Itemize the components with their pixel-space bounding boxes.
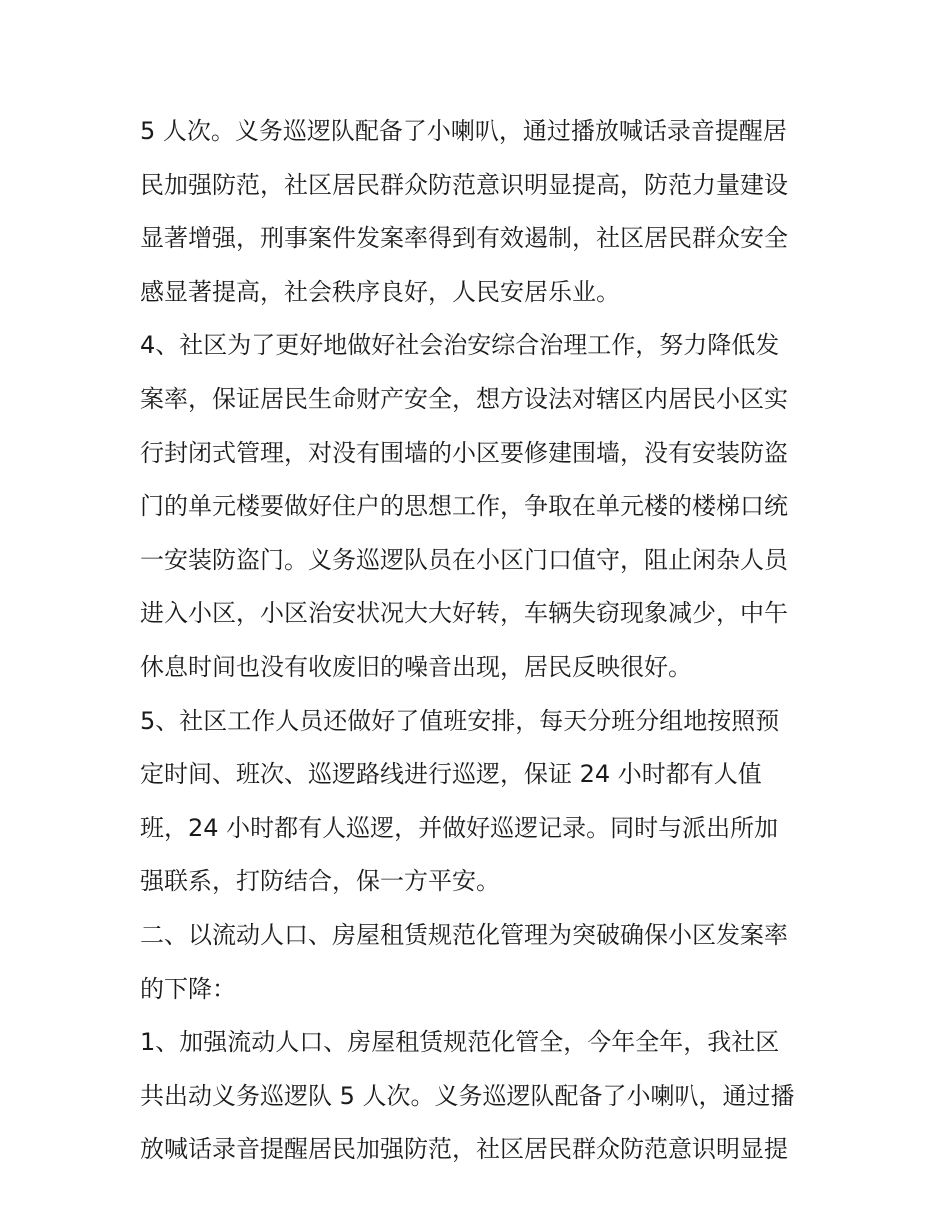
text-line-7: 行封闭式管理，对没有围墙的小区要修建围墙，没有安装防盗 xyxy=(140,438,788,467)
text-line-9: 一安装防盗门。义务巡逻队员在小区门口值守，阻止闲杂人员 xyxy=(140,545,788,574)
text-line-10: 进入小区，小区治安状况大大好转，车辆失窃现象减少，中午 xyxy=(140,599,788,628)
text-line-17: 的下降： xyxy=(140,974,236,1003)
text-line-6: 案率，保证居民生命财产安全，想方设法对辖区内居民小区实 xyxy=(140,384,788,413)
text-line-20: 放喊话录音提醒居民加强防范，社区居民群众防范意识明显提 xyxy=(140,1135,788,1164)
text-line-8: 门的单元楼要做好住户的思想工作，争取在单元楼的楼梯口统 xyxy=(140,492,788,521)
text-line-16: 二、以流动人口、房屋租赁规范化管理为突破确保小区发案率 xyxy=(140,920,788,949)
text-line-1: 5 人次。义务巡逻队配备了小喇叭，通过播放喊话录音提醒居 xyxy=(140,117,787,145)
text-line-19: 共出动义务巡逻队 5 人次。义务巡逻队配备了小喇叭，通过播 xyxy=(140,1081,795,1110)
text-line-15: 强联系，打防结合，保一方平安。 xyxy=(140,867,500,896)
text-line-3: 显著增强，刑事案件发案率得到有效遏制，社区居民群众安全 xyxy=(140,224,788,253)
text-line-4: 感显著提高，社会秩序良好，人民安居乐业。 xyxy=(140,277,620,306)
body-text xyxy=(140,105,830,1177)
text-line-14: 班，24 小时都有人巡逻，并做好巡逻记录。同时与派出所加 xyxy=(140,813,779,842)
text-line-5: 4、社区为了更好地做好社会治安综合治理工作，努力降低发 xyxy=(140,331,780,360)
text-line-13: 定时间、班次、巡逻路线进行巡逻，保证 24 小时都有人值 xyxy=(140,760,762,789)
text-line-2: 民加强防范，社区居民群众防范意识明显提高，防范力量建设 xyxy=(140,170,788,199)
text-line-11: 休息时间也没有收废旧的噪音出现，居民反映很好。 xyxy=(140,652,692,681)
text-line-12: 5、社区工作人员还做好了值班安排，每天分班分组地按照预 xyxy=(140,706,780,735)
text-line-18: 1、加强流动人口、房屋租赁规范化管全，今年全年，我社区 xyxy=(140,1028,780,1057)
